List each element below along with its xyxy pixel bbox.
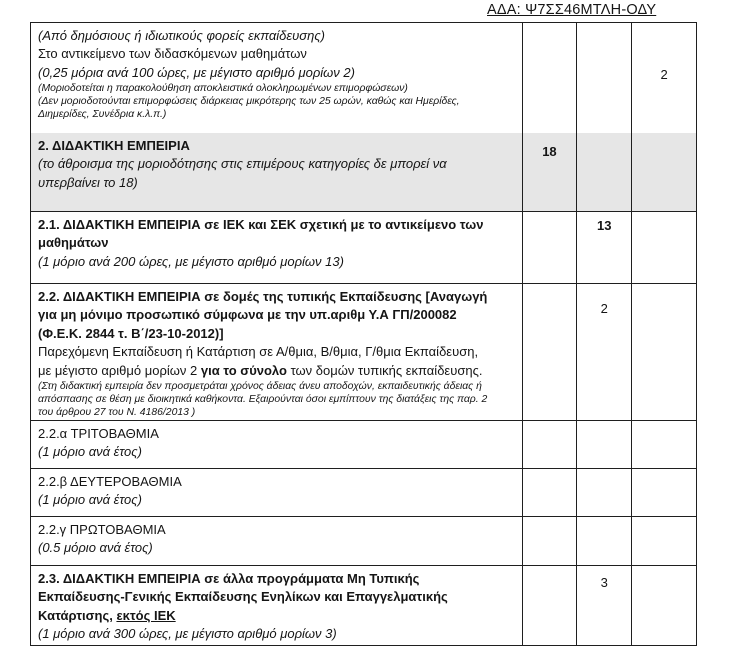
criterion-line: 2.1. ΔΙΔΑΚΤΙΚΗ ΕΜΠΕΙΡΙΑ σε ΙΕΚ και ΣΕΚ σχετική με το αντικείμενο των [38,217,484,232]
criterion-line: 2.2.α ΤΡΙΤΟΒΑΘΜΙΑ [38,426,159,441]
row-2-2a-tertiary [31,420,696,468]
score-cell [576,566,631,645]
criterion-text [31,23,522,133]
criterion-line: Στο αντικείμενο των διδασκόμενων μαθημάτων [38,46,307,62]
score-cell [522,23,577,133]
criterion-line: (Στη διδακτική εμπειρία δεν προσμετράται χρόνος άδειας άνευ αποδοχών, εκπαιδευτικής άδειας ή [38,381,482,393]
criterion-line: Εκπαίδευσης-Γενικής Εκπαίδευσης Ενηλίκων και Επαγγελματικής [38,589,448,605]
score-cell [576,284,631,420]
row-2-2-formal-education-experience [31,283,696,420]
criterion-line: (Δεν μοριοδοτούνται επιμορφώσεις διάρκειας μικρότερης των 25 ωρών, καθώς και Ημερίδες, [38,96,460,108]
score-value: 18 [542,144,557,159]
criterion-line: 2.3. ΔΙΔΑΚΤΙΚΗ ΕΜΠΕΙΡΙΑ σε άλλα προγράμματα Μη Τυπικής [38,571,420,586]
criterion-line: (1 μόριο ανά 300 ώρες, με μέγιστο αριθμό μορίων 3) [38,626,337,642]
score-cell [631,469,696,516]
criterion-line: (Φ.Ε.Κ. 2844 τ. Β΄/23-10-2012)] [38,325,224,341]
score-cell [576,469,631,516]
score-cell [631,517,696,565]
criterion-line: (Από δημόσιους ή ιδιωτικούς φορείς εκπαίδευσης) [38,28,325,43]
criterion-line: απόσπασης σε θέση με διοικητικά καθήκοντα. Εξαιρούνται όσοι εμπίπτουν της διατάξεις της παρ. 2 [38,394,488,406]
scoring-table [30,22,697,646]
score-cell [576,23,631,133]
criterion-line: (0,25 μόρια ανά 100 ώρες, με μέγιστο αριθμό μορίων 2) [38,64,355,80]
score-cell [522,284,577,420]
criterion-text [31,566,522,645]
criterion-line: μαθημάτων [38,235,109,251]
score-cell [522,566,577,645]
criterion-text [31,284,522,420]
score-cell [576,212,631,283]
score-cell [522,517,577,565]
criterion-text [31,469,522,516]
row-2-teaching-experience-total [31,133,696,211]
row-training-bodies-continued [31,23,696,133]
score-cell [631,284,696,420]
criterion-line: (0.5 μόριο ανά έτος) [38,540,153,556]
criterion-line: υπερβαίνει το 18) [38,174,138,190]
score-cell [576,133,631,211]
score-cell [631,23,696,133]
row-2-1-iek-sek-experience [31,211,696,283]
score-cell [631,566,696,645]
score-cell [631,133,696,211]
score-cell [576,421,631,468]
row-2-3-non-formal-education [31,565,696,645]
row-2-2b-secondary [31,468,696,516]
criterion-text [31,133,522,211]
score-value: 13 [597,218,612,233]
score-value: 2 [660,67,668,82]
score-cell [576,517,631,565]
criterion-line: (το άθροισμα της μοριοδότησης στις επιμέρους κατηγορίες δε μπορεί να [38,156,447,172]
score-cell [631,212,696,283]
criterion-line: (Μοριοδοτείται η παρακολούθηση αποκλειστικά ολοκληρωμένων επιμορφώσεων) [38,83,408,95]
criterion-line: 2.2.β ΔΕΥΤΕΡΟΒΑΘΜΙΑ [38,474,182,489]
row-2-2c-primary [31,516,696,565]
criterion-line: 2. ΔΙΔΑΚΤΙΚΗ ΕΜΠΕΙΡΙΑ [38,138,190,153]
criterion-text [31,421,522,468]
criterion-line: 2.2.γ ΠΡΩΤΟΒΑΘΜΙΑ [38,522,166,537]
criterion-line: Παρεχόμενη Εκπαίδευση ή Κατάρτιση σε Α/θμια, Β/θμια, Γ/θμια Εκπαίδευση, [38,344,479,360]
score-cell [522,133,577,211]
ada-code: ΑΔΑ: Ψ7ΣΣ46ΜΤΛΗ-ΟΔΥ [487,2,657,18]
criterion-line: 2.2. ΔΙΔΑΚΤΙΚΗ ΕΜΠΕΙΡΙΑ σε δομές της τυπικής Εκπαίδευσης [Αναγωγή [38,289,488,304]
criterion-line: για μη μόνιμο προσωπικό σύμφωνα με την υπ.αριθμ Υ.Α ΓΠ/200082 [38,307,457,323]
criterion-line: Διημερίδες, Συνέδρια κ.λ.π.) [38,109,167,121]
criterion-line: με μέγιστο αριθμό μορίων 2 για το σύνολο των δομών τυπικής εκπαίδευσης. [38,362,483,378]
score-value: 3 [600,575,608,590]
criterion-text [31,212,522,283]
score-cell [631,421,696,468]
score-value: 2 [600,301,608,316]
criterion-line: (1 μόριο ανά έτος) [38,444,142,460]
score-cell [522,212,577,283]
criterion-line: Κατάρτισης, εκτός ΙΕΚ [38,607,176,623]
score-cell [522,469,577,516]
criterion-line: (1 μόριο ανά 200 ώρες, με μέγιστο αριθμό μορίων 13) [38,253,344,269]
criterion-line: (1 μόριο ανά έτος) [38,492,142,508]
criterion-text [31,517,522,565]
score-cell [522,421,577,468]
criterion-line: του άρθρου 27 του Ν. 4186/2013 ) [38,407,196,419]
